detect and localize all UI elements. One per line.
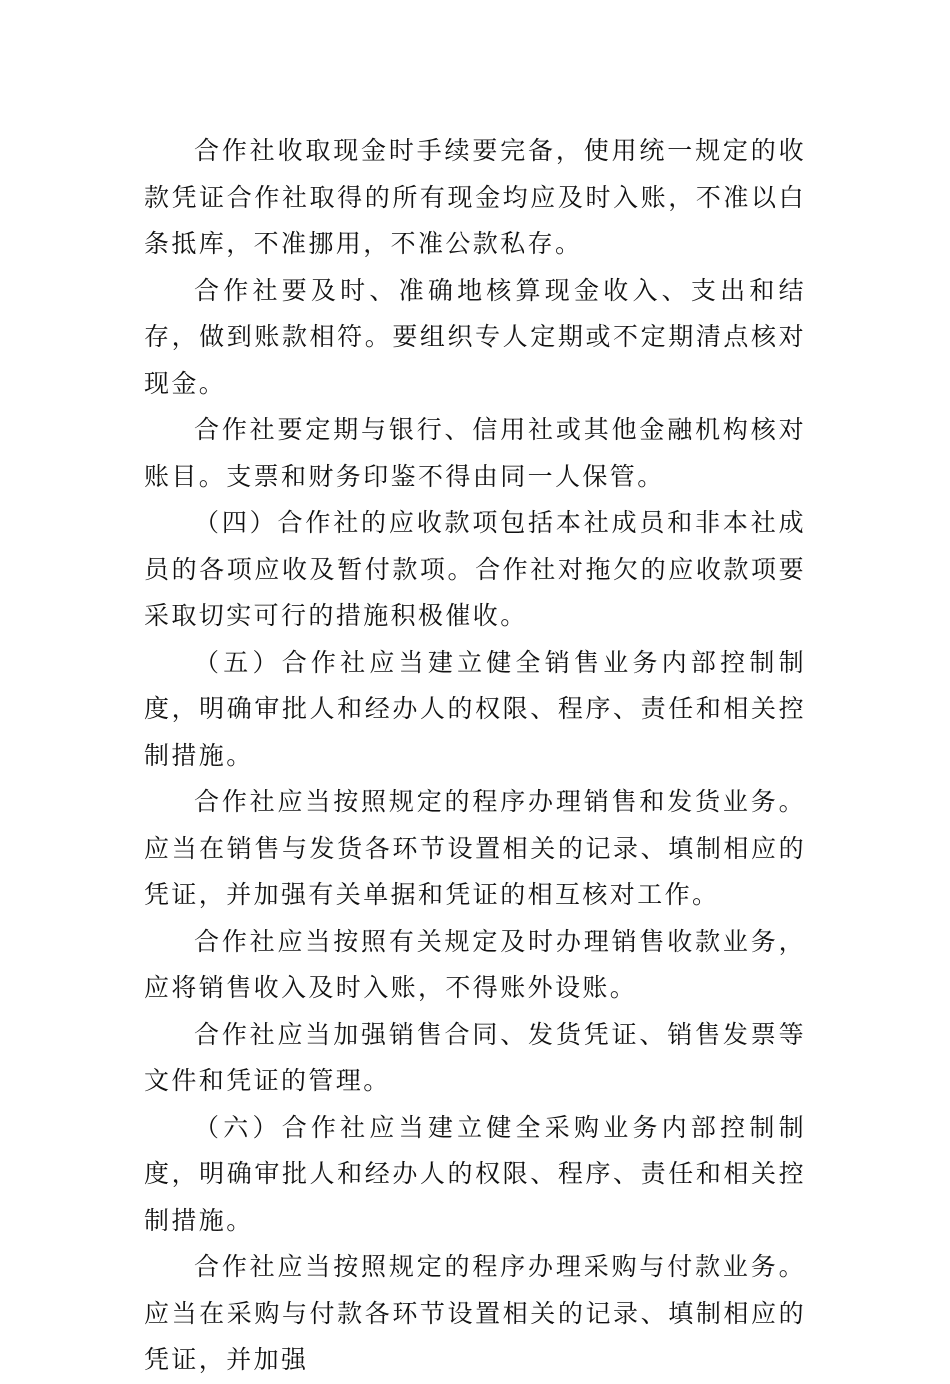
paragraph-bank-reconciliation: 合作社要定期与银行、信用社或其他金融机构核对账目。支票和财务印鉴不得由同一人保管。: [144, 415, 806, 491]
paragraph-purchase-procedure: 合作社应当按照规定的程序办理采购与付款业务。应当在采购与付款各环节设置相关的记录、填制相应的凭证，并加强: [144, 1252, 806, 1374]
document-body: [144, 128, 806, 1384]
paragraph-cash-receipt: 合作社收取现金时手续要完备，使用统一规定的收款凭证合作社取得的所有现金均应及时入账，不准以白条抵库，不准挪用，不准公款私存。: [144, 136, 806, 258]
paragraph-receivables: （四）合作社的应收款项包括本社成员和非本社成员的各项应收及暂付款项。合作社对拖欠的应收款项要采取切实可行的措施积极催收。: [144, 508, 806, 630]
paragraph-sales-documents: 合作社应当加强销售合同、发货凭证、销售发票等文件和凭证的管理。: [144, 1019, 806, 1095]
paragraph-sales-control: （五）合作社应当建立健全销售业务内部控制制度，明确审批人和经办人的权限、程序、责任和相关控制措施。: [144, 647, 806, 770]
paragraph-sales-procedure: 合作社应当按照规定的程序办理销售和发货业务。应当在销售与发货各环节设置相关的记录、填制相应的凭证，并加强有关单据和凭证的相互核对工作。: [144, 787, 806, 909]
paragraph-purchase-control: （六）合作社应当建立健全采购业务内部控制制度，明确审批人和经办人的权限、程序、责任和相关控制措施。: [144, 1112, 806, 1235]
paragraph-sales-collection: 合作社应当按照有关规定及时办理销售收款业务，应将销售收入及时入账，不得账外设账。: [144, 926, 806, 1002]
paragraph-cash-accounting: 合作社要及时、准确地核算现金收入、支出和结存，做到账款相符。要组织专人定期或不定期清点核对现金。: [144, 275, 806, 398]
